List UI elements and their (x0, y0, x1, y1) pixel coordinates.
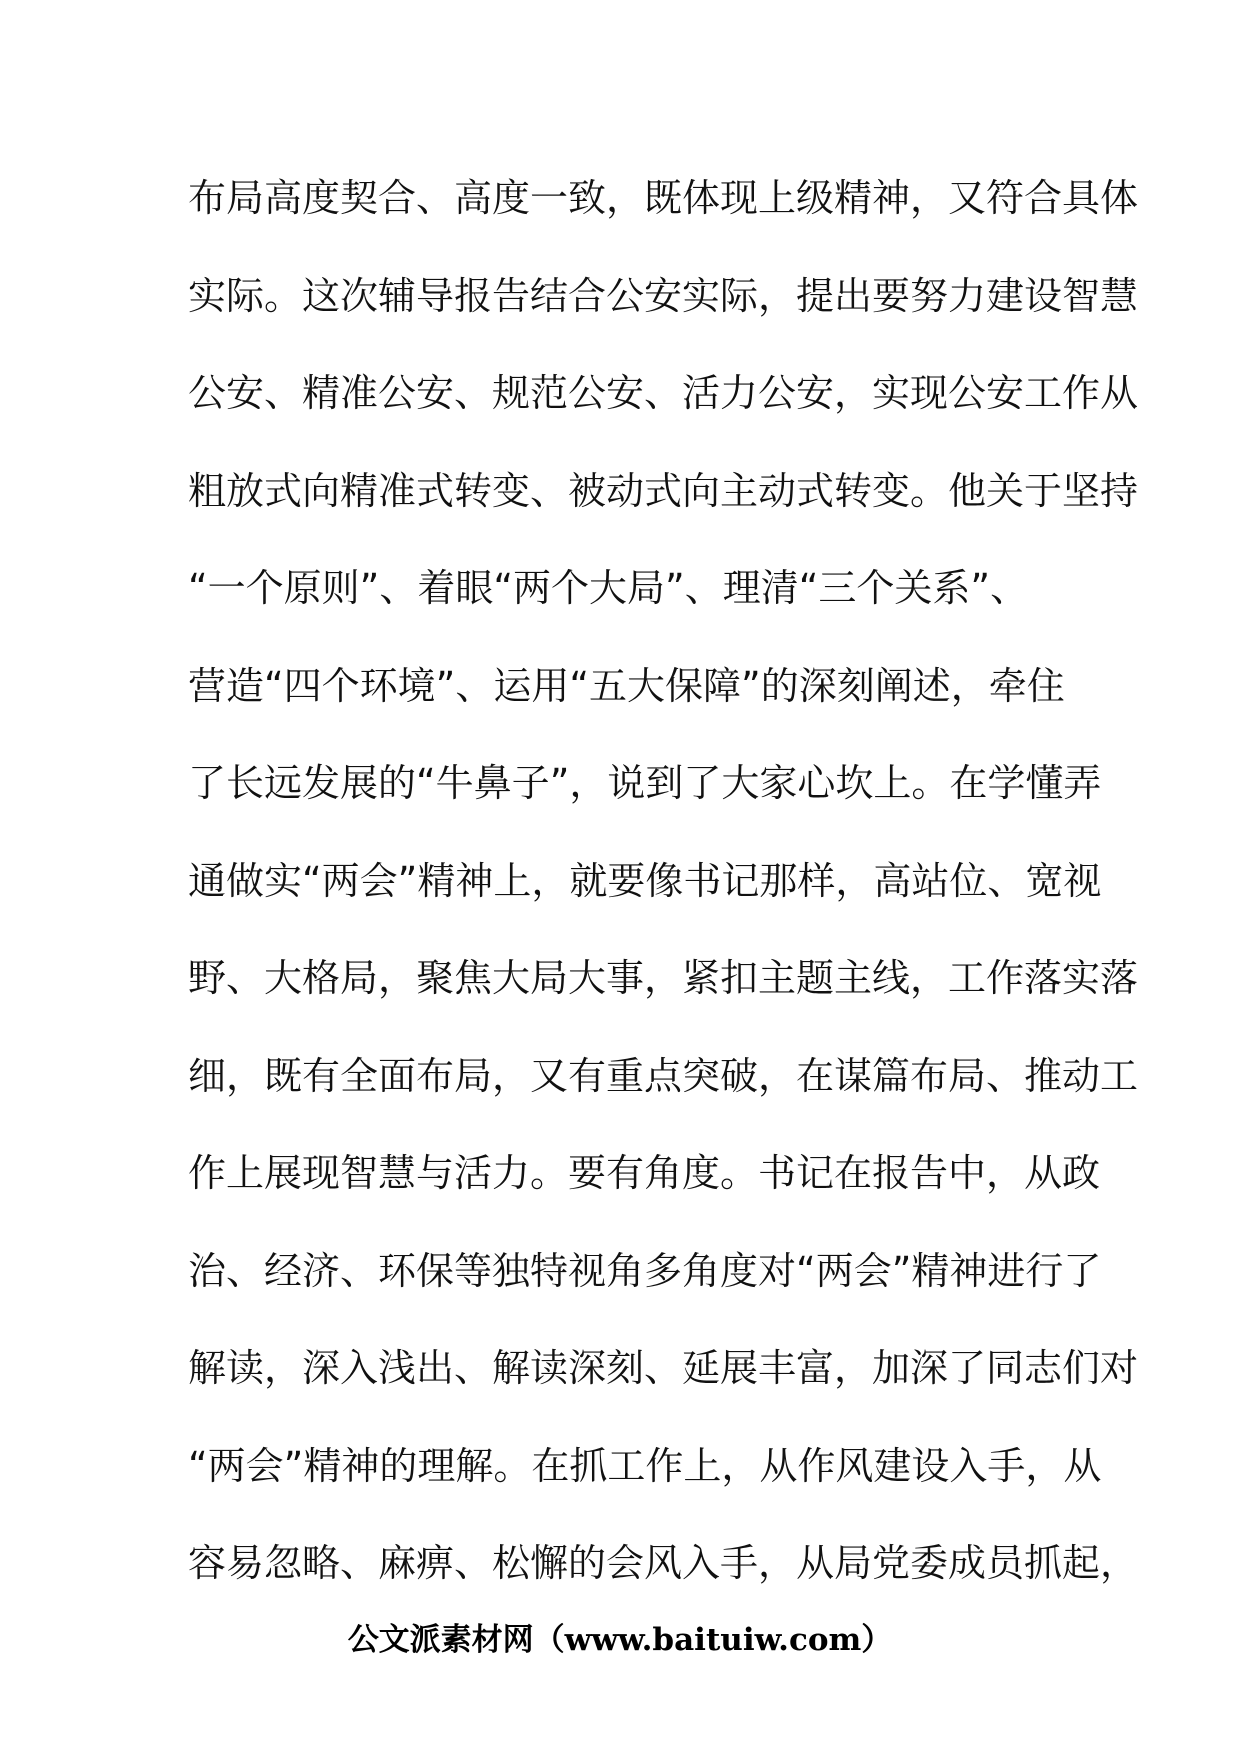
text-line: 解读，深入浅出、解读深刻、延展丰富，加深了同志们对 (188, 1346, 1139, 1390)
text-line: “一个原则”、着眼“两个大局”、理清“三个关系”、 (188, 566, 1029, 610)
text-line: 粗放式向精准式转变、被动式向主动式转变。他关于坚持 (188, 468, 1139, 513)
text-line: 野、大格局，聚焦大局大事，紧扣主题主线，工作落实落 (188, 956, 1139, 1000)
text-line: 了长远发展的“牛鼻子”，说到了大家心坎上。在学懂弄 (188, 761, 1102, 805)
text-line: 布局高度契合、高度一致，既体现上级精神，又符合具体 (188, 176, 1139, 220)
text-line: 作上展现智慧与活力。要有角度。书记在报告中，从政 (188, 1151, 1101, 1195)
text-line: 容易忽略、麻痹、松懈的会风入手，从局党委成员抓起， (188, 1541, 1139, 1585)
text-line: 细，既有全面布局，又有重点突破，在谋篇布局、推动工 (188, 1053, 1139, 1098)
body-text (188, 165, 1139, 1628)
page-footer: 公文派素材网（www.baituiw.com） (347, 1622, 893, 1658)
text-line: 营造“四个环境”、运用“五大保障”的深刻阐述，牵住 (188, 663, 1065, 708)
text-line: 治、经济、环保等独特视角多角度对“两会”精神进行了 (188, 1248, 1102, 1293)
text-line: 通做实“两会”精神上，就要像书记那样，高站位、宽视 (188, 858, 1102, 903)
text-line: 实际。这次辅导报告结合公安实际，提出要努力建设智慧 (188, 273, 1139, 318)
text-line: “两会”精神的理解。在抓工作上，从作风建设入手，从 (188, 1443, 1102, 1488)
text-line: 公安、精准公安、规范公安、活力公安，实现公安工作从 (188, 371, 1139, 415)
